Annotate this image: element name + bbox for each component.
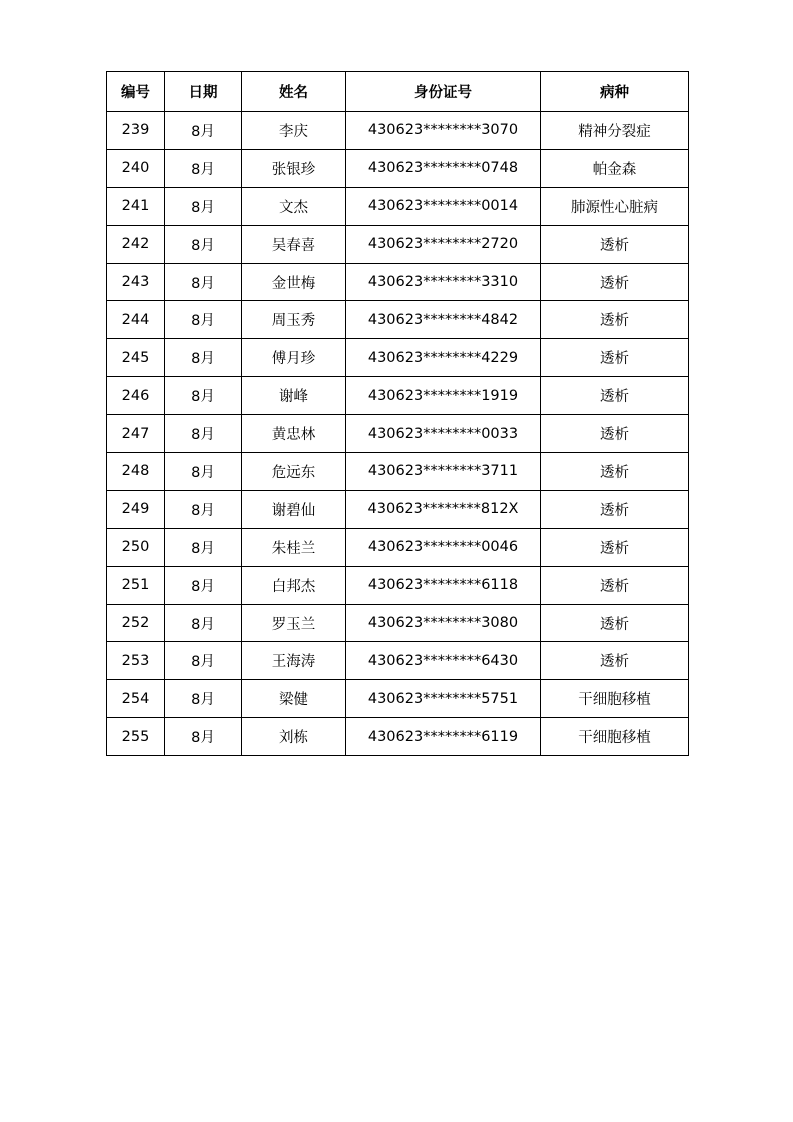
table-row xyxy=(107,225,689,263)
cell-id-number: 430623********3070 xyxy=(346,112,541,150)
table-row xyxy=(107,339,689,377)
cell-date: 8月 xyxy=(165,225,242,263)
table-row xyxy=(107,377,689,415)
cell-id-number: 430623********6119 xyxy=(346,718,541,756)
table-row xyxy=(107,490,689,528)
cell-id-number: 430623********3711 xyxy=(346,453,541,491)
cell-number: 240 xyxy=(107,149,165,187)
header-disease: 病种 xyxy=(541,72,689,112)
patient-table xyxy=(106,71,689,756)
cell-number: 241 xyxy=(107,187,165,225)
header-id-number: 身份证号 xyxy=(346,72,541,112)
cell-name: 张银珍 xyxy=(242,149,346,187)
cell-id-number: 430623********0033 xyxy=(346,415,541,453)
cell-date: 8月 xyxy=(165,490,242,528)
cell-id-number: 430623********3080 xyxy=(346,604,541,642)
cell-id-number: 430623********1919 xyxy=(346,377,541,415)
cell-date: 8月 xyxy=(165,453,242,491)
cell-id-number: 430623********5751 xyxy=(346,680,541,718)
cell-id-number: 430623********0014 xyxy=(346,187,541,225)
cell-disease: 透析 xyxy=(541,490,689,528)
table-row xyxy=(107,415,689,453)
cell-id-number: 430623********2720 xyxy=(346,225,541,263)
cell-name: 谢峰 xyxy=(242,377,346,415)
cell-date: 8月 xyxy=(165,112,242,150)
cell-disease: 透析 xyxy=(541,528,689,566)
cell-id-number: 430623********0046 xyxy=(346,528,541,566)
cell-date: 8月 xyxy=(165,263,242,301)
table-row xyxy=(107,680,689,718)
table-row xyxy=(107,263,689,301)
table-row xyxy=(107,642,689,680)
cell-date: 8月 xyxy=(165,566,242,604)
cell-disease: 透析 xyxy=(541,415,689,453)
cell-disease: 干细胞移植 xyxy=(541,718,689,756)
cell-number: 246 xyxy=(107,377,165,415)
cell-name: 白邦杰 xyxy=(242,566,346,604)
cell-disease: 帕金森 xyxy=(541,149,689,187)
table-row xyxy=(107,566,689,604)
cell-number: 242 xyxy=(107,225,165,263)
cell-id-number: 430623********812X xyxy=(346,490,541,528)
cell-date: 8月 xyxy=(165,528,242,566)
cell-number: 249 xyxy=(107,490,165,528)
header-number: 编号 xyxy=(107,72,165,112)
cell-id-number: 430623********3310 xyxy=(346,263,541,301)
cell-name: 刘栋 xyxy=(242,718,346,756)
cell-disease: 透析 xyxy=(541,566,689,604)
header-name: 姓名 xyxy=(242,72,346,112)
cell-name: 李庆 xyxy=(242,112,346,150)
cell-number: 245 xyxy=(107,339,165,377)
cell-name: 王海涛 xyxy=(242,642,346,680)
cell-number: 253 xyxy=(107,642,165,680)
cell-number: 251 xyxy=(107,566,165,604)
cell-date: 8月 xyxy=(165,301,242,339)
cell-date: 8月 xyxy=(165,339,242,377)
cell-disease: 透析 xyxy=(541,642,689,680)
cell-date: 8月 xyxy=(165,642,242,680)
cell-name: 朱桂兰 xyxy=(242,528,346,566)
table-row xyxy=(107,528,689,566)
cell-disease: 透析 xyxy=(541,453,689,491)
cell-date: 8月 xyxy=(165,187,242,225)
cell-name: 文杰 xyxy=(242,187,346,225)
cell-id-number: 430623********0748 xyxy=(346,149,541,187)
cell-id-number: 430623********4229 xyxy=(346,339,541,377)
table-row xyxy=(107,301,689,339)
table-row xyxy=(107,604,689,642)
cell-id-number: 430623********6118 xyxy=(346,566,541,604)
cell-name: 傅月珍 xyxy=(242,339,346,377)
table-row xyxy=(107,453,689,491)
cell-number: 247 xyxy=(107,415,165,453)
cell-number: 254 xyxy=(107,680,165,718)
cell-number: 255 xyxy=(107,718,165,756)
cell-number: 248 xyxy=(107,453,165,491)
table-row xyxy=(107,187,689,225)
cell-date: 8月 xyxy=(165,377,242,415)
cell-name: 金世梅 xyxy=(242,263,346,301)
table-header-row xyxy=(107,72,689,112)
table-row xyxy=(107,149,689,187)
cell-disease: 透析 xyxy=(541,301,689,339)
cell-name: 吴春喜 xyxy=(242,225,346,263)
cell-date: 8月 xyxy=(165,680,242,718)
cell-number: 252 xyxy=(107,604,165,642)
cell-date: 8月 xyxy=(165,604,242,642)
cell-disease: 透析 xyxy=(541,339,689,377)
cell-disease: 透析 xyxy=(541,225,689,263)
cell-disease: 透析 xyxy=(541,377,689,415)
cell-date: 8月 xyxy=(165,718,242,756)
cell-name: 谢碧仙 xyxy=(242,490,346,528)
header-date: 日期 xyxy=(165,72,242,112)
cell-name: 罗玉兰 xyxy=(242,604,346,642)
cell-name: 危远东 xyxy=(242,453,346,491)
cell-disease: 精神分裂症 xyxy=(541,112,689,150)
cell-disease: 透析 xyxy=(541,604,689,642)
cell-number: 243 xyxy=(107,263,165,301)
cell-disease: 肺源性心脏病 xyxy=(541,187,689,225)
cell-number: 239 xyxy=(107,112,165,150)
cell-date: 8月 xyxy=(165,415,242,453)
cell-date: 8月 xyxy=(165,149,242,187)
cell-disease: 透析 xyxy=(541,263,689,301)
cell-name: 梁健 xyxy=(242,680,346,718)
cell-id-number: 430623********4842 xyxy=(346,301,541,339)
cell-name: 周玉秀 xyxy=(242,301,346,339)
cell-id-number: 430623********6430 xyxy=(346,642,541,680)
cell-disease: 干细胞移植 xyxy=(541,680,689,718)
cell-number: 250 xyxy=(107,528,165,566)
cell-name: 黄忠林 xyxy=(242,415,346,453)
table-row xyxy=(107,718,689,756)
table-row xyxy=(107,112,689,150)
cell-number: 244 xyxy=(107,301,165,339)
